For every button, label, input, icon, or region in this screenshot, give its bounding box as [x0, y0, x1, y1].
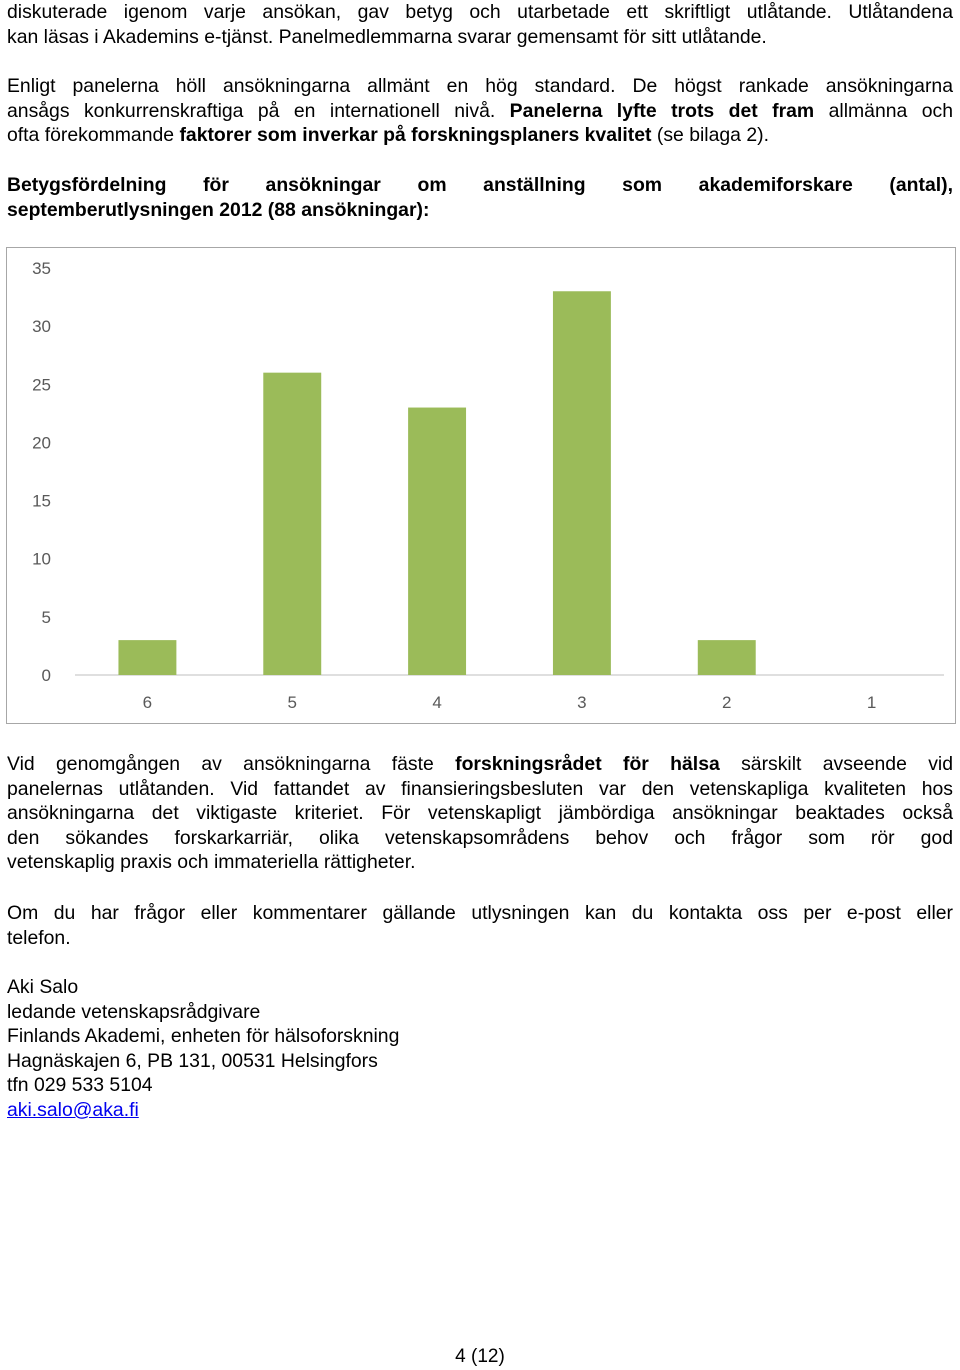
bar — [698, 640, 756, 675]
signature-phone: tfn 029 533 5104 — [7, 1074, 153, 1097]
intro-paragraph-1 — [7, 0, 953, 49]
signature-block — [7, 975, 399, 1123]
bar — [118, 640, 176, 675]
email-link[interactable]: aki.salo@aka.fi — [7, 1098, 139, 1121]
y-tick-label: 30 — [32, 317, 51, 337]
text-line — [7, 752, 953, 777]
page-number: 4 (12) — [455, 1346, 505, 1367]
signature-organization: Finlands Akademi, enheten för hälsoforskning — [7, 1025, 400, 1048]
chart-heading-line: septemberutlysningen 2012 (88 ansökningar): — [7, 198, 430, 221]
text-run: ofta förekommande — [7, 124, 180, 147]
text-line: kan läsas i Akademins e-tjänst. Panelmedlemmarna svarar gemensamt för sitt utlåtande. — [7, 25, 767, 48]
text-line: Enligt panelerna höll ansökningarna allmänt en hög standard. De högst rankade ansökningarna — [7, 75, 953, 97]
text-run: särskilt avseende vid — [719, 753, 953, 775]
body-paragraph-3 — [7, 752, 953, 875]
x-tick-label: 1 — [866, 693, 877, 712]
y-tick-label: 15 — [32, 491, 51, 511]
signature-title: ledande vetenskapsrådgivare — [7, 1000, 261, 1023]
bold-text: Panelerna lyfte trots det fram — [509, 99, 815, 122]
text-line: den sökandes forskarkarriär, olika vetenskapsområdens behov och frågor som rör god — [7, 826, 953, 849]
text-line: diskuterade igenom varje ansökan, gav betyg och utarbetade ett skriftligt utlåtande. Utlåtandena — [7, 1, 953, 23]
text-run: Vid genomgången av ansökningarna fäste — [7, 753, 456, 775]
bold-text: forskningsrådet för hälsa — [455, 753, 720, 775]
text-run: (se bilaga 2). — [651, 124, 769, 147]
text-line: vetenskaplig praxis och immateriella rättigheter. — [7, 851, 416, 874]
y-tick-label: 5 — [41, 607, 51, 627]
y-tick-label: 10 — [32, 549, 51, 569]
text-run: ansågs konkurrenskraftiga på en internationell nivå. — [7, 99, 510, 122]
x-tick-label: 4 — [432, 693, 442, 712]
y-tick-label: 20 — [32, 433, 51, 453]
text-line — [7, 123, 953, 148]
x-tick-label: 3 — [577, 693, 587, 712]
bold-text: faktorer som inverkar på forskningsplaners kvalitet — [179, 124, 652, 147]
text-line: panelernas utlåtanden. Vid fattandet av finansieringsbesluten var den vetenskapliga kvaliteten hos — [7, 777, 953, 800]
x-tick-label: 5 — [287, 693, 297, 712]
y-tick-label: 35 — [32, 259, 51, 278]
text-line: telefon. — [7, 926, 71, 949]
text-line: Om du har frågor eller kommentarer gällande utlysningen kan du kontakta oss per e-post eller — [7, 902, 953, 924]
x-tick-label: 6 — [142, 693, 153, 712]
chart-heading — [7, 173, 953, 222]
chart-heading-line: Betygsfördelning för ansökningar om anställning som akademiforskare (antal), — [7, 174, 953, 196]
text-line: ansökningarna det viktigaste kriteriet. För vetenskapligt jämbördiga ansökningar beaktades också — [7, 802, 953, 825]
text-line — [7, 99, 953, 124]
y-tick-label: 0 — [41, 666, 51, 685]
bar-chart — [6, 247, 956, 724]
body-paragraph-4 — [7, 901, 953, 950]
bar — [553, 291, 611, 675]
signature-name: Aki Salo — [7, 976, 79, 998]
chart-svg — [7, 248, 955, 723]
x-tick-label: 2 — [722, 693, 732, 712]
y-tick-label: 25 — [32, 375, 51, 395]
text-run: allmänna och — [814, 99, 953, 122]
intro-paragraph-2 — [7, 74, 953, 148]
bar — [408, 408, 466, 675]
bar — [263, 373, 321, 675]
signature-address: Hagnäskajen 6, PB 131, 00531 Helsingfors — [7, 1049, 378, 1072]
